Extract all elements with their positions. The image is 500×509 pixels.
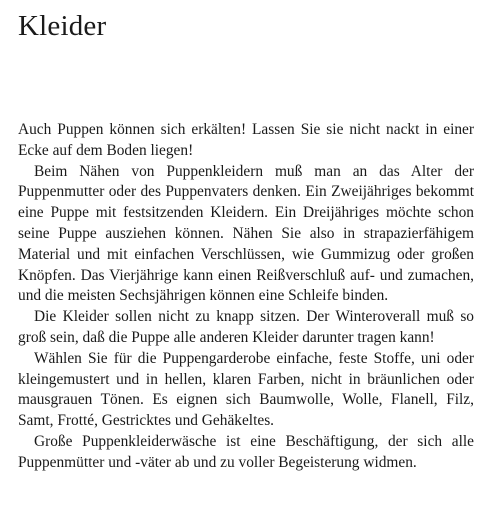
body-text (18, 120, 474, 474)
paragraph-1: Auch Puppen können sich erkälten! Lassen Sie sie nicht nackt in einer Ecke auf dem Boden liegen! (18, 121, 474, 159)
paragraph-2: Beim Nähen von Puppenkleidern muß man an das Alter der Puppenmutter oder des Puppenvaters denken. Ein Zweijähriges bekommt eine Puppe mit festsitzenden Kleidern. Ein Dreijähriges möchte schon seine Puppe ausziehen können. Nähen Sie also in strapazierfähigem Material und mit einfachen Verschlüssen, wie Gummizug oder großen Knöpfen. Das Vierjährige kann einen Reißverschluß auf- und zumachen, und die meisten Sechsjährigen können eine Schleife binden. (18, 162, 474, 305)
page-title: Kleider (18, 10, 107, 42)
paragraph-3: Die Kleider sollen nicht zu knapp sitzen. Der Winteroverall muß so groß sein, daß die Puppe alle anderen Kleider darunter tragen kann! (18, 308, 474, 346)
paragraph-4: Wählen Sie für die Puppengarderobe einfache, feste Stoffe, uni oder kleingemustert und in hellen, klaren Farben, nicht in bräunlichen oder mausgrauen Tönen. Es eignen sich Baumwolle, Wolle, Flanell, Filz, Samt, Frotté, Gestricktes und Gehäkeltes. (18, 349, 474, 430)
paragraph-5: Große Puppenkleiderwäsche ist eine Beschäftigung, der sich alle Puppenmütter und -väter ab und zu voller Begeisterung widmen. (18, 432, 474, 471)
